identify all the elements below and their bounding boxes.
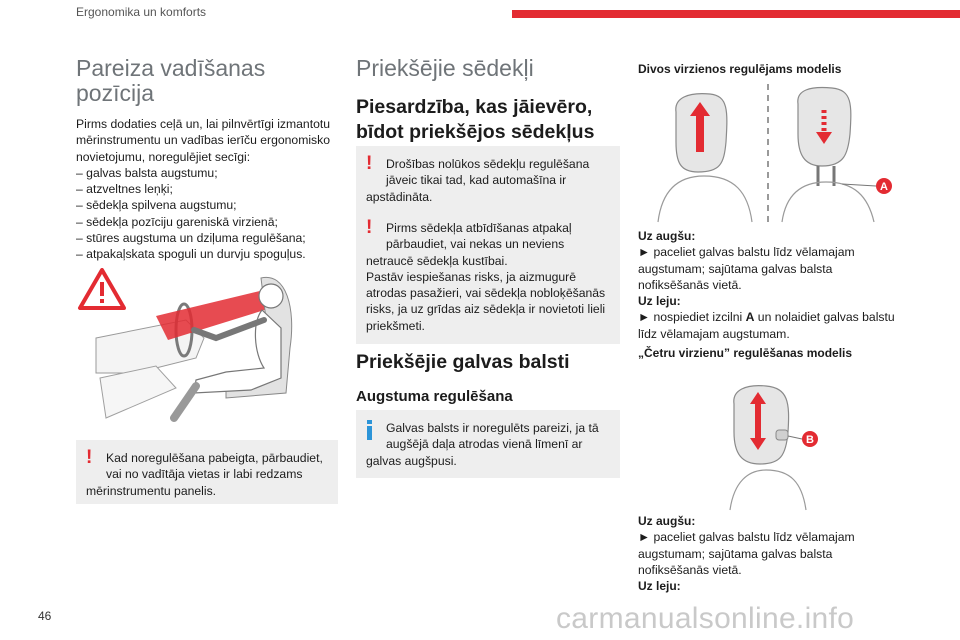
info-line: Galvas balsts ir noregulēts pareizi, ja tā — [386, 421, 599, 435]
model-heading: Divos virzienos regulējams modelis — [638, 62, 842, 76]
label-b: B — [806, 434, 814, 446]
direction-label-up: Uz augšu: — [638, 229, 696, 243]
instruction-line: nofiksēšanās vietā. — [638, 562, 742, 577]
watermark-text: carmanualsonline.info — [556, 602, 855, 635]
instruction-line: nofiksēšanās vietā. — [638, 277, 742, 292]
list-item: – sēdekļa pozīciju gareniskā virzienā; — [76, 214, 278, 229]
warning-line: priekšmeti. — [366, 318, 425, 333]
instruction-line: augstumam; sajūtama galvas balsta — [638, 546, 833, 561]
warning-exclamation-icon: ! — [86, 447, 93, 468]
warning-line: pārbaudiet, vai nekas un neviens — [386, 237, 565, 252]
instruction-line: līdz vēlamajam augstumam. — [638, 326, 790, 341]
heading-line: Piesardzība, kas jāievēro, — [356, 96, 593, 118]
two-way-instructions — [638, 228, 900, 342]
list-item: – galvas balsta augstumu; — [76, 165, 218, 180]
text-line: novietojumu, noregulējiet secīgi: — [76, 149, 251, 164]
running-header: Ergonomika un komforts — [76, 5, 207, 19]
section-title: Priekšējie sēdekļi — [356, 55, 534, 81]
instruction-line: augstumam; sajūtama galvas balsta — [638, 261, 833, 276]
warning-line: jāveic tikai tad, kad automašīna ir — [386, 173, 567, 188]
instruction-line: ► paceliet galvas balstu līdz vēlamajam — [638, 530, 855, 545]
warning-box-1 — [356, 146, 620, 214]
warning-box-2 — [356, 210, 620, 344]
note-line: Kad noregulēšana pabeigta, pārbaudiet, — [106, 451, 323, 465]
text-line: Pirms dodaties ceļā un, lai pilnvērtīgi izmantotu — [76, 117, 331, 131]
warning-exclamation-icon: ! — [366, 217, 373, 238]
info-line: augšējā daļa atrodas vienā līmenī ar — [386, 437, 583, 452]
info-icon — [366, 420, 374, 445]
column-left — [76, 56, 338, 263]
warning-note-box — [76, 440, 338, 504]
warning-line: Pirms sēdekļa atbīdīšanas atpakaļ — [386, 221, 572, 235]
list-item: – stūres augstuma un dziļuma regulēšana; — [76, 231, 306, 246]
instruction-text: un nolaidiet galvas balstu — [754, 310, 895, 325]
instruction-line — [638, 309, 900, 325]
section-title — [76, 56, 338, 106]
driving-position-illustration — [76, 268, 338, 433]
direction-label-down: Uz leju: — [638, 579, 681, 594]
heading-line: bīdot priekšējos sēdekļus — [356, 121, 595, 143]
text-line: mērinstrumentu un vadības ierīču ergonomisko — [76, 133, 331, 148]
instruction-bold: A — [745, 310, 755, 325]
warning-line: Drošības nolūkos sēdekļu regulēšana — [386, 157, 590, 171]
info-line: galvas augšpusi. — [366, 453, 457, 468]
warning-line: risks, ja uz grīdas aiz sēdekļa ir novietoti lieli — [366, 302, 606, 317]
four-way-instructions — [638, 513, 900, 594]
warning-line: apstādināta. — [366, 189, 433, 204]
page-number: 46 — [38, 609, 52, 623]
list-item: – atpakaļskata spoguli un durvju spoguļus. — [76, 247, 306, 262]
warning-line: atrodas pasažieri, vai sēdekļa nobloķēšanās — [366, 286, 606, 301]
warning-line: Pastāv iespiešanas risks, ja aizmugurē — [366, 269, 576, 284]
intro-paragraph — [76, 116, 338, 263]
model-heading: „Četru virzienu” regulēšanas modelis — [638, 346, 853, 360]
note-line: vai no vadītāja vietas ir labi redzams — [106, 467, 303, 482]
warning-exclamation-icon: ! — [366, 153, 373, 174]
four-way-headrest-illustration — [726, 382, 826, 512]
header-accent-bar — [512, 10, 960, 18]
section-title-line: Pareiza vadīšanas — [76, 55, 266, 81]
list-item: – sēdekļa spilvena augstumu; — [76, 198, 237, 213]
warning-triangle-icon — [80, 270, 124, 308]
direction-label-down: Uz leju: — [638, 294, 681, 309]
subsection-heading: Priekšējie galvas balsti — [356, 351, 570, 373]
subsection-heading — [356, 95, 620, 145]
info-box — [356, 410, 620, 478]
label-a: A — [880, 181, 888, 193]
sub-subsection-heading: Augstuma regulēšana — [356, 388, 513, 405]
list-item: – atzveltnes leņķi; — [76, 182, 173, 197]
direction-label-up: Uz augšu: — [638, 514, 696, 528]
two-way-headrest-illustration — [648, 82, 898, 224]
note-line: mērinstrumentu panelis. — [86, 483, 217, 498]
instruction-line: ► paceliet galvas balstu līdz vēlamajam — [638, 245, 855, 260]
warning-line: netraucē sēdekļa kustībai. — [366, 253, 508, 268]
column-middle — [356, 56, 620, 145]
section-title-line: pozīcija — [76, 80, 154, 106]
instruction-text: ► nospiediet izcilni — [638, 310, 746, 325]
